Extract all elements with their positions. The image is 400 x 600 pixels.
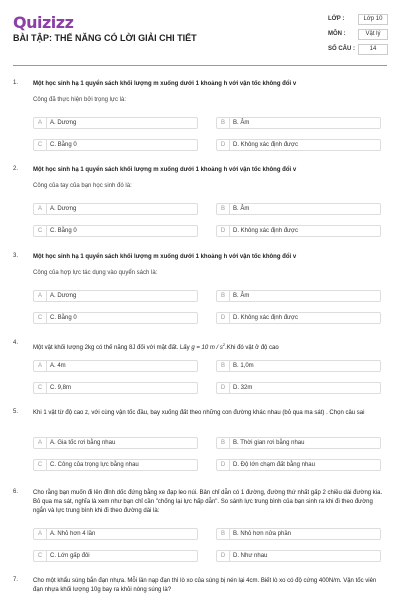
option-d[interactable] bbox=[216, 312, 381, 324]
option-d[interactable] bbox=[216, 459, 381, 471]
question-subtext: Công đã thực hiện bởi trọng lực là: bbox=[33, 97, 127, 103]
question-text: Một học sinh hạ 1 quyển sách khối lượng m xuống dưới 1 khoảng h với vận tốc không đổi v bbox=[33, 81, 297, 87]
option-letter: B bbox=[217, 529, 230, 539]
option-text: B. 1,0m bbox=[233, 363, 254, 369]
option-a[interactable] bbox=[33, 203, 198, 215]
option-d[interactable] bbox=[216, 139, 381, 151]
count-label: SỐ CÂU : bbox=[328, 46, 355, 52]
option-c[interactable] bbox=[33, 225, 198, 237]
gravity-formula: g = 10 bbox=[191, 345, 209, 351]
option-b[interactable] bbox=[216, 290, 381, 302]
option-letter: A bbox=[34, 118, 47, 128]
question-number: 3. bbox=[13, 253, 19, 259]
question-subtext: Công của hợp lực tác dụng vào quyển sách là: bbox=[33, 270, 158, 276]
option-letter: A bbox=[34, 361, 47, 371]
header-divider bbox=[13, 65, 387, 66]
option-text: A. Dương bbox=[50, 206, 77, 212]
class-value: Lớp 10 bbox=[358, 14, 388, 25]
option-letter: B bbox=[217, 204, 230, 214]
option-text: B. Âm bbox=[233, 293, 250, 299]
option-letter: D bbox=[217, 140, 230, 150]
option-letter: A bbox=[34, 204, 47, 214]
option-letter: D bbox=[217, 226, 230, 236]
gravity-unit: m / s bbox=[209, 345, 223, 351]
option-letter: D bbox=[217, 551, 230, 561]
question-text: Cho một khẩu súng bắn đạn nhựa. Mỗi lần nạp đạn thì lò xo của súng bị nén lại 4cm. Biết lò xo có độ cứng 400N/m. Vận tốc viên đạn nhựa khối lượng 10g bay ra khỏi nòng súng là? bbox=[33, 578, 377, 593]
option-b[interactable] bbox=[216, 437, 381, 449]
option-d[interactable] bbox=[216, 225, 381, 237]
option-a[interactable] bbox=[33, 290, 198, 302]
option-c[interactable] bbox=[33, 139, 198, 151]
option-text: A. 4m bbox=[50, 363, 66, 369]
option-letter: C bbox=[34, 460, 47, 470]
option-letter: C bbox=[34, 313, 47, 323]
option-b[interactable] bbox=[216, 360, 381, 372]
option-letter: D bbox=[217, 460, 230, 470]
option-text: D. Không xác định được bbox=[233, 142, 298, 148]
option-text: A. Dương bbox=[50, 120, 77, 126]
option-text: C. Lớn gấp đôi bbox=[50, 553, 90, 559]
question-text-post: .Khi đó vật ở độ cao bbox=[225, 345, 279, 351]
option-c[interactable] bbox=[33, 459, 198, 471]
option-text: C. Bằng 0 bbox=[50, 228, 77, 234]
worksheet-title: BÀI TẬP: THẾ NĂNG CÓ LỜI GIẢI CHI TIẾT bbox=[13, 33, 197, 43]
option-text: B. Âm bbox=[233, 206, 250, 212]
question-text: Khi 1 vật từ độ cao z, với cùng vận tốc đầu, bay xuống đất theo những con đường khác nhau (bỏ qua ma sát) . Chọn câu sai bbox=[33, 410, 365, 416]
question-text: Cho rằng bạn muốn đi lên đỉnh dốc đứng bằng xe đạp leo núi. Bản chỉ dẫn có 1 đường, đường thứ nhất gấp 2 chiều dài đường kia. Bỏ qua ma sát, nghĩa là xem như bạn chỉ cần "chống lại lực hấp dẫn". So sánh lực trung bình của bạn sinh ra khi đi theo đường ngắn và lực trung bình khi đi theo đường dài là: bbox=[33, 490, 383, 514]
question-number: 1. bbox=[13, 80, 19, 86]
option-text: D. Không xác định được bbox=[233, 315, 298, 321]
question-number: 4. bbox=[13, 340, 19, 346]
option-b[interactable] bbox=[216, 528, 381, 540]
option-letter: C bbox=[34, 551, 47, 561]
question-number: 7. bbox=[13, 577, 19, 583]
option-text: C. 9,8m bbox=[50, 385, 72, 391]
option-letter: C bbox=[34, 140, 47, 150]
option-letter: B bbox=[217, 361, 230, 371]
quizizz-logo: Quizizz bbox=[13, 13, 74, 32]
option-text: C. Công của trọng lực bằng nhau bbox=[50, 462, 139, 468]
option-letter: B bbox=[217, 291, 230, 301]
question-number: 5. bbox=[13, 409, 19, 415]
option-c[interactable] bbox=[33, 382, 198, 394]
option-d[interactable] bbox=[216, 382, 381, 394]
option-letter: D bbox=[217, 313, 230, 323]
option-letter: B bbox=[217, 438, 230, 448]
option-c[interactable] bbox=[33, 312, 198, 324]
gravity-exponent: 2 bbox=[222, 342, 226, 347]
option-a[interactable] bbox=[33, 117, 198, 129]
question-text bbox=[33, 340, 383, 353]
question-text-pre: Một vật khối lượng 2kg có thế năng 8J đối với mặt đất. Lấy bbox=[33, 345, 190, 351]
option-b[interactable] bbox=[216, 117, 381, 129]
option-text: B. Nhỏ hơn nửa phần bbox=[233, 531, 291, 537]
option-text: B. Âm bbox=[233, 120, 250, 126]
option-text: C. Bằng 0 bbox=[50, 315, 77, 321]
option-letter: C bbox=[34, 383, 47, 393]
option-text: B. Thời gian rơi bằng nhau bbox=[233, 440, 305, 446]
option-a[interactable] bbox=[33, 437, 198, 449]
option-d[interactable] bbox=[216, 550, 381, 562]
option-letter: A bbox=[34, 438, 47, 448]
option-letter: B bbox=[217, 118, 230, 128]
subject-value: Vật lý bbox=[358, 29, 388, 40]
option-text: D. Như nhau bbox=[233, 553, 268, 559]
subject-label: MÔN : bbox=[328, 31, 346, 37]
option-text: D. 32m bbox=[233, 385, 253, 391]
question-text: Một học sinh hạ 1 quyển sách khối lượng m xuống dưới 1 khoảng h với vận tốc không đổi v bbox=[33, 254, 297, 260]
count-value: 14 bbox=[358, 44, 388, 55]
option-text: D. Không xác định được bbox=[233, 228, 298, 234]
option-letter: A bbox=[34, 291, 47, 301]
question-number: 6. bbox=[13, 489, 19, 495]
option-letter: C bbox=[34, 226, 47, 236]
option-text: D. Độ lớn chạm đất bằng nhau bbox=[233, 462, 315, 468]
option-text: C. Bằng 0 bbox=[50, 142, 77, 148]
option-b[interactable] bbox=[216, 203, 381, 215]
option-a[interactable] bbox=[33, 528, 198, 540]
option-a[interactable] bbox=[33, 360, 198, 372]
option-text: A. Gia tốc rơi bằng nhau bbox=[50, 440, 116, 446]
option-text: A. Nhỏ hơn 4 lần bbox=[50, 531, 96, 537]
option-letter: A bbox=[34, 529, 47, 539]
class-label: LỚP : bbox=[328, 16, 345, 22]
option-letter: D bbox=[217, 383, 230, 393]
question-text: Một học sinh hạ 1 quyển sách khối lượng m xuống dưới 1 khoảng h với vận tốc không đổi v bbox=[33, 167, 297, 173]
option-c[interactable] bbox=[33, 550, 198, 562]
question-number: 2. bbox=[13, 166, 19, 172]
question-subtext: Công của tay của bạn học sinh đó là: bbox=[33, 183, 132, 189]
option-text: A. Dương bbox=[50, 293, 77, 299]
